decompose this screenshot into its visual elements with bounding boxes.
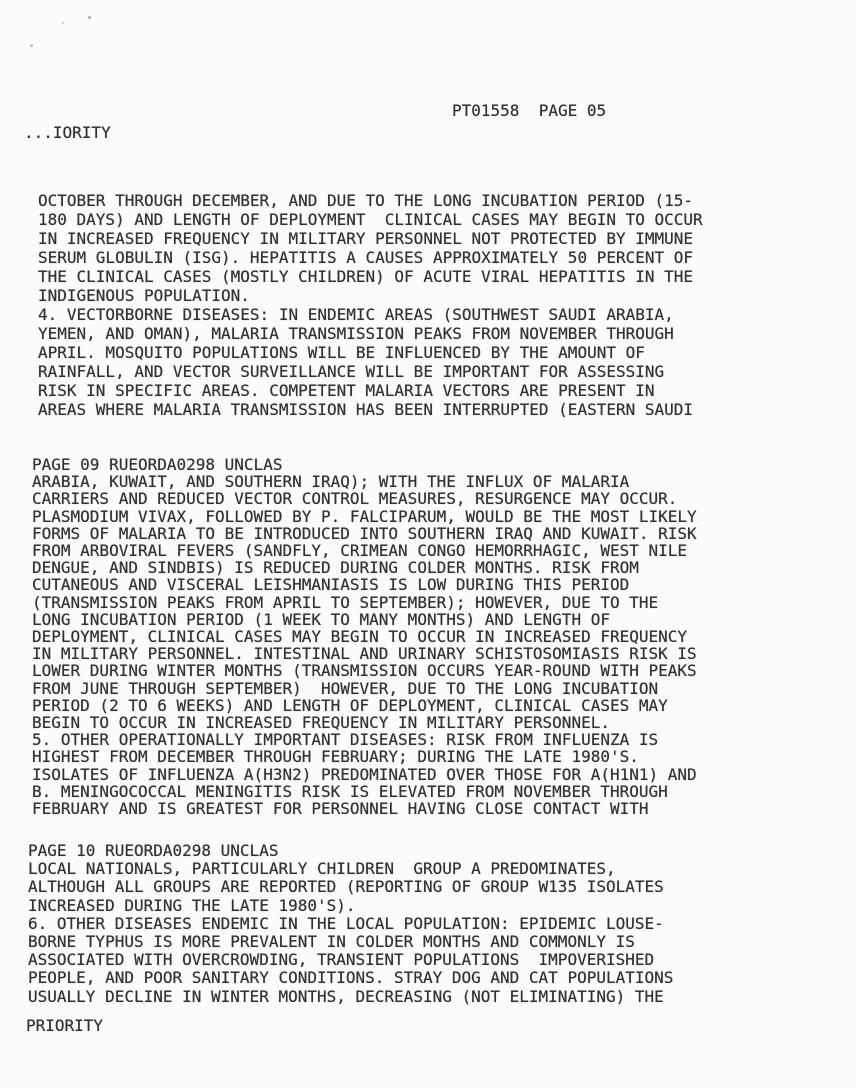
text-line: LONG INCUBATION PERIOD (1 WEEK TO MANY MONTHS) AND LENGTH OF xyxy=(32,609,610,629)
text-line: ALTHOUGH ALL GROUPS ARE REPORTED (REPORTING OF GROUP W135 ISOLATES xyxy=(28,877,664,897)
text-line: USUALLY DECLINE IN WINTER MONTHS, DECREASING (NOT ELIMINATING) THE xyxy=(28,986,664,1006)
text-line: FROM JUNE THROUGH SEPTEMBER) HOWEVER, DUE TO THE LONG INCUBATION xyxy=(32,678,659,698)
text-line: IN INCREASED FREQUENCY IN MILITARY PERSONNEL NOT PROTECTED BY IMMUNE xyxy=(38,229,694,248)
text-line: 6. OTHER DISEASES ENDEMIC IN THE LOCAL POPULATION: EPIDEMIC LOUSE- xyxy=(28,913,664,933)
text-line: BEGIN TO OCCUR IN INCREASED FREQUENCY IN MILITARY PERSONNEL. xyxy=(32,713,610,733)
text-line: YEMEN, AND OMAN), MALARIA TRANSMISSION PEAKS FROM NOVEMBER THROUGH xyxy=(38,324,674,343)
text-line: PEOPLE, AND POOR SANITARY CONDITIONS. STRAY DOG AND CAT POPULATIONS xyxy=(28,968,674,988)
text-line: 5. OTHER OPERATIONALLY IMPORTANT DISEASES: RISK FROM INFLUENZA IS xyxy=(32,730,659,750)
text-line: IN MILITARY PERSONNEL. INTESTINAL AND URINARY SCHISTOSOMIASIS RISK IS xyxy=(32,644,697,664)
text-line: RAINFALL, AND VECTOR SURVEILLANCE WILL BE IMPORTANT FOR ASSESSING xyxy=(38,362,665,381)
text-line: RISK IN SPECIFIC AREAS. COMPETENT MALARIA VECTORS ARE PRESENT IN xyxy=(38,381,655,400)
text-line: SERUM GLOBULIN (ISG). HEPATITIS A CAUSES APPROXIMATELY 50 PERCENT OF xyxy=(38,248,694,267)
text-line: 4. VECTORBORNE DISEASES: IN ENDEMIC AREAS (SOUTHWEST SAUDI ARABIA, xyxy=(38,305,674,324)
text-line: FORMS OF MALARIA TO BE INTRODUCED INTO SOUTHERN IRAQ AND KUWAIT. RISK xyxy=(32,523,697,543)
text-line: OCTOBER THROUGH DECEMBER, AND DUE TO THE LONG INCUBATION PERIOD (15- xyxy=(38,191,694,210)
text-line: (TRANSMISSION PEAKS FROM APRIL TO SEPTEMBER); HOWEVER, DUE TO THE xyxy=(32,592,659,612)
text-line: AREAS WHERE MALARIA TRANSMISSION HAS BEEN INTERRUPTED (EASTERN SAUDI xyxy=(38,400,694,419)
text-line: CUTANEOUS AND VISCERAL LEISHMANIASIS IS LOW DURING THIS PERIOD xyxy=(32,575,630,595)
text-line: CARRIERS AND REDUCED VECTOR CONTROL MEASURES, RESURGENCE MAY OCCUR. xyxy=(32,489,678,509)
text-line: FROM ARBOVIRAL FEVERS (SANDFLY, CRIMEAN CONGO HEMORRHAGIC, WEST NILE xyxy=(32,541,688,561)
text-line: BORNE TYPHUS IS MORE PREVALENT IN COLDER MONTHS AND COMMONLY IS xyxy=(28,932,635,952)
scan-artifact xyxy=(88,16,91,19)
scan-artifact xyxy=(62,22,64,24)
text-line: PAGE 10 RUEORDA0298 UNCLAS xyxy=(28,841,279,860)
text-block-page-10 xyxy=(28,842,673,1006)
text-line: THE CLINICAL CASES (MOSTLY CHILDREN) OF ACUTE VIRAL HEPATITIS IN THE xyxy=(38,267,694,286)
text-line: LOWER DURING WINTER MONTHS (TRANSMISSION OCCURS YEAR-ROUND WITH PEAKS xyxy=(32,661,697,681)
text-line: DEPLOYMENT, CLINICAL CASES MAY BEGIN TO OCCUR IN INCREASED FREQUENCY xyxy=(32,627,688,647)
text-line: 180 DAYS) AND LENGTH OF DEPLOYMENT CLINICAL CASES MAY BEGIN TO OCCUR xyxy=(38,210,703,229)
text-block-page-09 xyxy=(32,456,697,817)
text-line: LOCAL NATIONALS, PARTICULARLY CHILDREN GROUP A PREDOMINATES, xyxy=(28,859,616,879)
scan-artifact xyxy=(30,44,33,47)
text-block-page-05 xyxy=(38,191,703,419)
text-line: INCREASED DURING THE LATE 1980'S). xyxy=(28,895,356,915)
text-line: FEBRUARY AND IS GREATEST FOR PERSONNEL HAVING CLOSE CONTACT WITH xyxy=(32,799,649,819)
text-line: ASSOCIATED WITH OVERCROWDING, TRANSIENT POPULATIONS IMPOVERISHED xyxy=(28,950,655,970)
text-line: INDIGENOUS POPULATION. xyxy=(38,286,250,305)
text-line: PERIOD (2 TO 6 WEEKS) AND LENGTH OF DEPLOYMENT, CLINICAL CASES MAY xyxy=(32,695,668,715)
text-line: B. MENINGOCOCCAL MENINGITIS RISK IS ELEVATED FROM NOVEMBER THROUGH xyxy=(32,781,668,801)
priority-label-partial: ...IORITY xyxy=(24,123,111,142)
text-line: ISOLATES OF INFLUENZA A(H3N2) PREDOMINATED OVER THOSE FOR A(H1N1) AND xyxy=(32,764,697,784)
priority-label: PRIORITY xyxy=(26,1016,104,1035)
text-line: APRIL. MOSQUITO POPULATIONS WILL BE INFLUENCED BY THE AMOUNT OF xyxy=(38,343,645,362)
text-line: DENGUE, AND SINDBIS) IS REDUCED DURING COLDER MONTHS. RISK FROM xyxy=(32,558,639,578)
text-line: PAGE 09 RUEORDA0298 UNCLAS xyxy=(32,455,283,474)
doc-reference: PT01558 PAGE 05 xyxy=(452,101,607,120)
text-line: PLASMODIUM VIVAX, FOLLOWED BY P. FALCIPARUM, WOULD BE THE MOST LIKELY xyxy=(32,506,697,526)
text-line: ARABIA, KUWAIT, AND SOUTHERN IRAQ); WITH THE INFLUX OF MALARIA xyxy=(32,472,630,492)
text-line: HIGHEST FROM DECEMBER THROUGH FEBRUARY; DURING THE LATE 1980'S. xyxy=(32,747,639,767)
